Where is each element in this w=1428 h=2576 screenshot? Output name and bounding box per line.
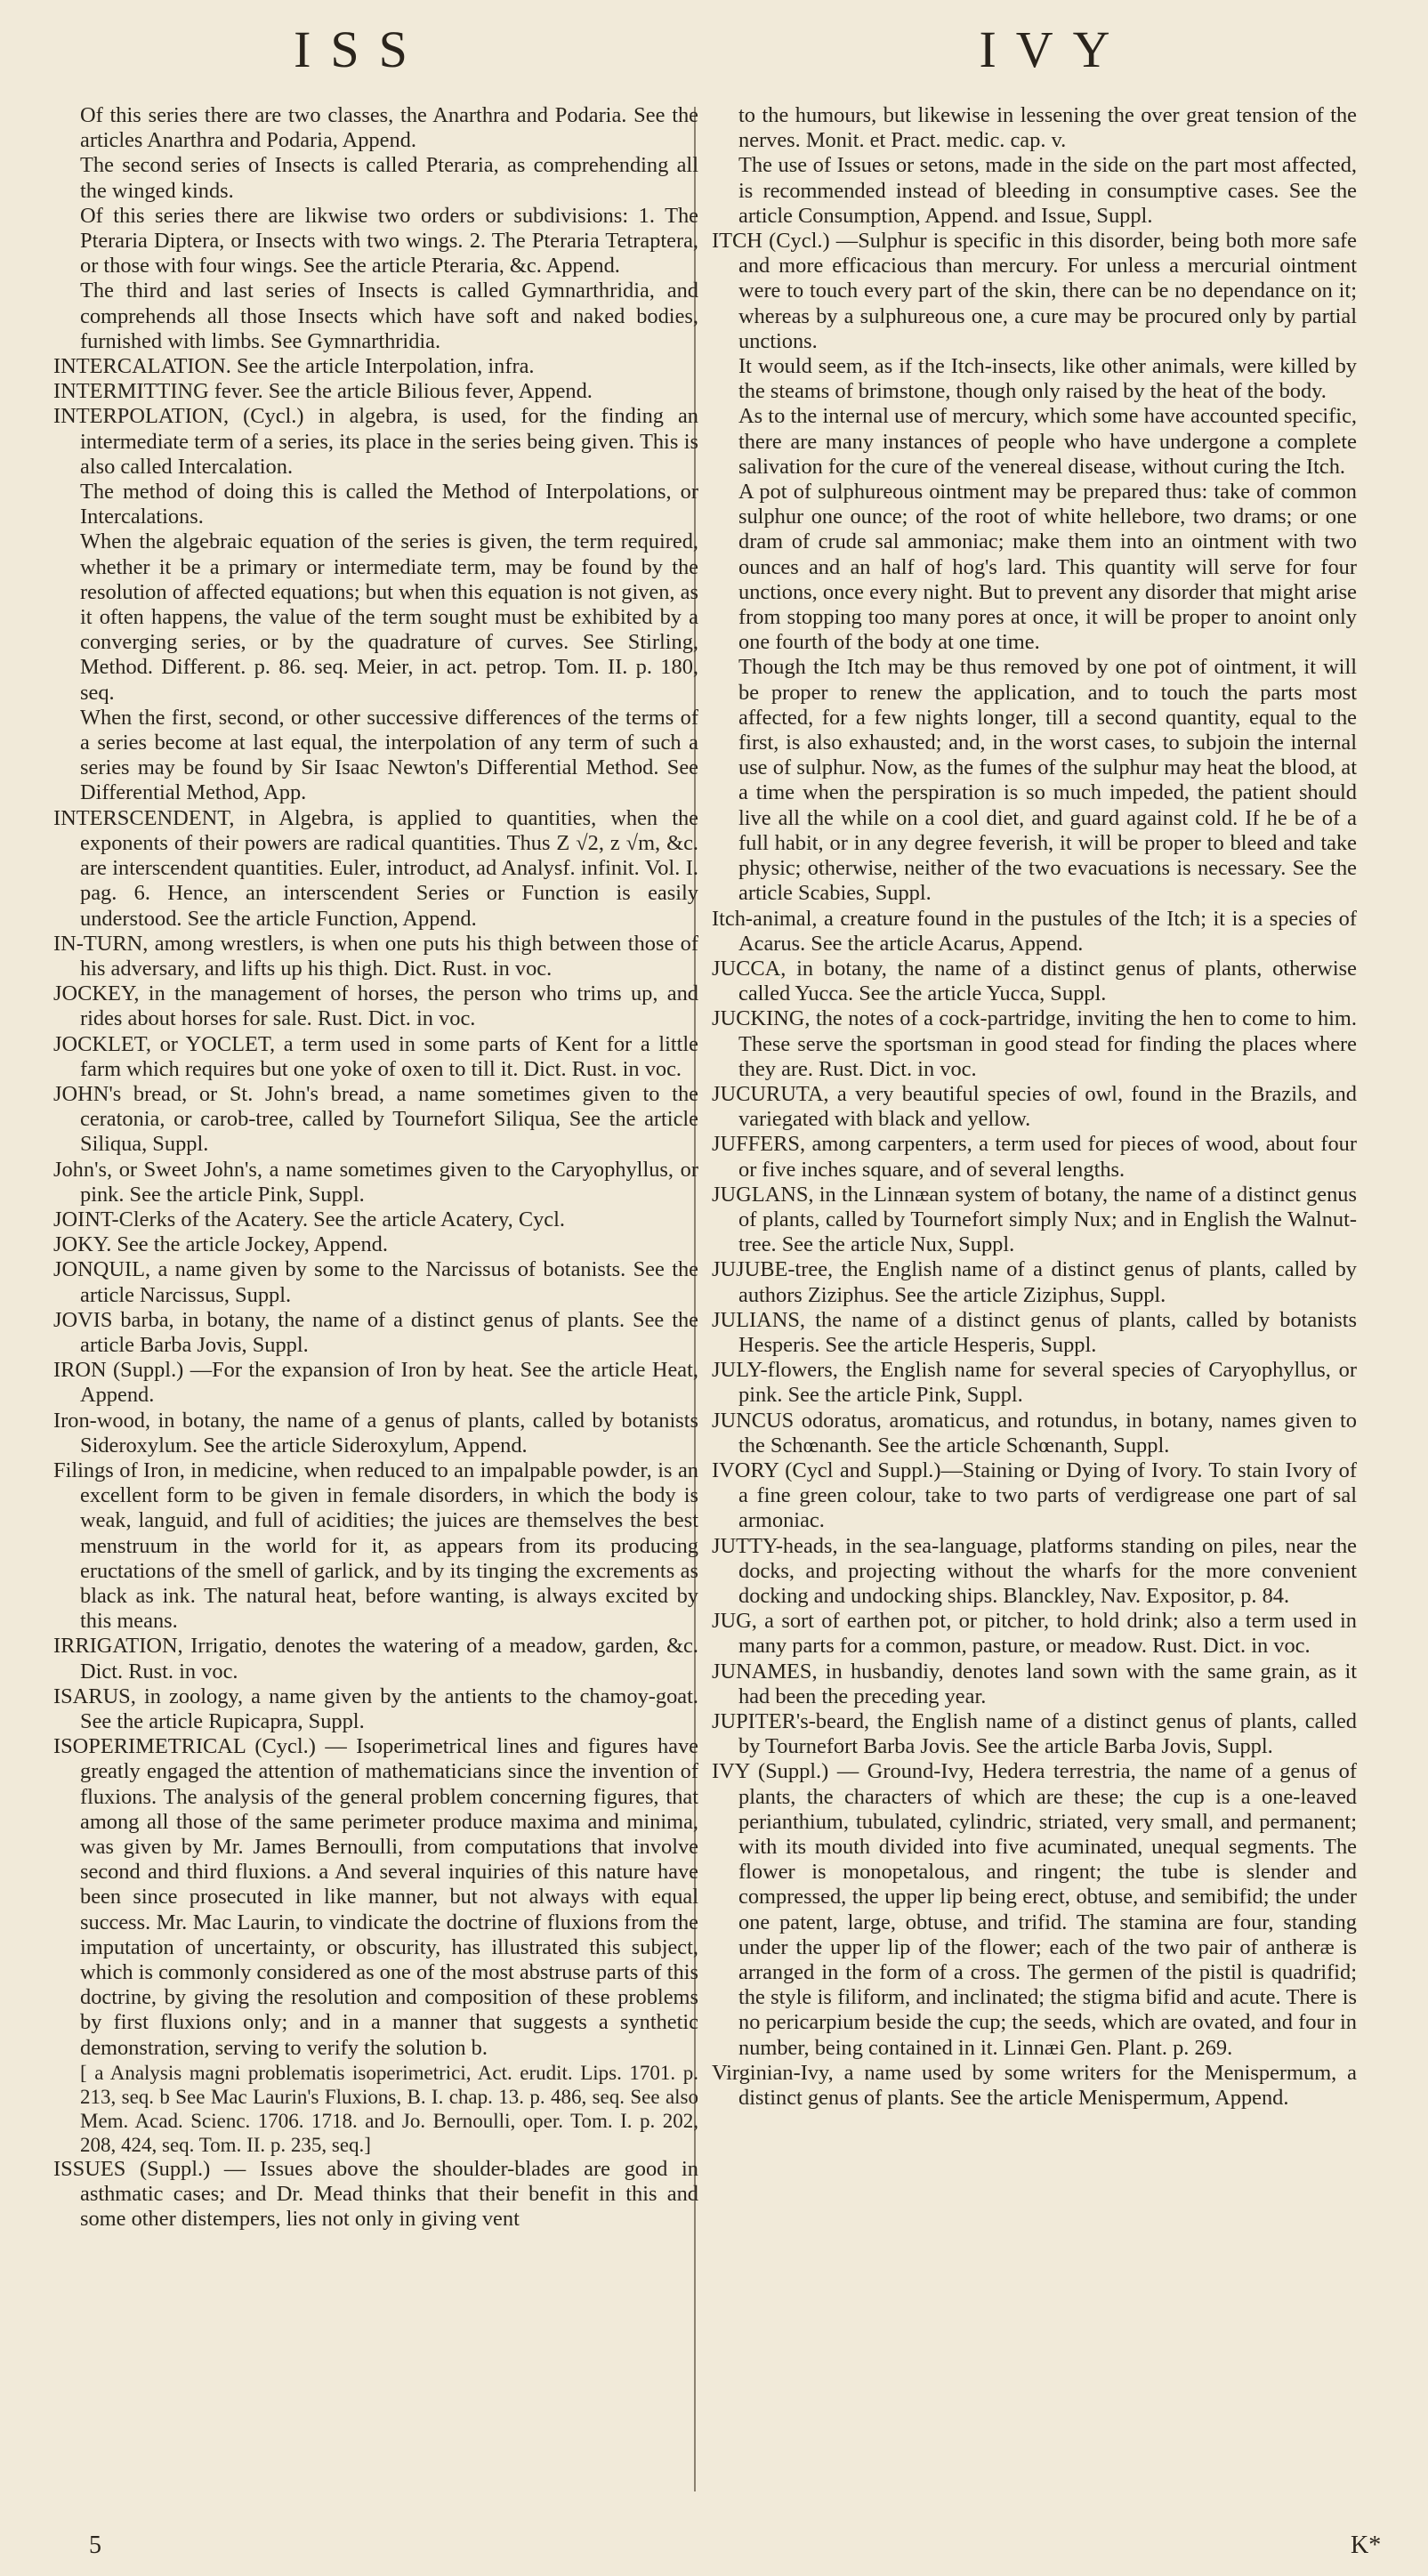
running-head-right: IVY	[979, 20, 1130, 78]
dictionary-entry: JUCURUTA, a very beautiful species of owl, found in the Brazils, and variegated with black and yellow.	[712, 1081, 1357, 1132]
dictionary-entry: ISARUS, in zoology, a name given by the antients to the chamoy-goat. See the article Rupicapra, Suppl.	[53, 1684, 698, 1733]
dictionary-entry: JUCCA, in botany, the name of a distinct genus of plants, otherwise called Yucca. See the article Yucca, Suppl.	[712, 956, 1357, 1006]
dictionary-entry: JOKY. See the article Jockey, Append.	[53, 1232, 388, 1257]
paragraph: Of this series there are two classes, the Anarthra and Podaria. See the articles Anarthra and Podaria, Append.	[80, 103, 698, 153]
dictionary-entry: INTERCALATION. See the article Interpolation, infra.	[53, 354, 535, 379]
dictionary-entry: JOCKLET, or YOCLET, a term used in some parts of Kent for a little farm which requires but one yoke of oxen to till it. Dict. Rust. in voc.	[53, 1031, 698, 1081]
dictionary-entry: JUTTY-heads, in the sea-language, platforms standing on piles, near the docks, and projecting without the wharfs for the more convenient docking and undocking ships. Blanckley, Nav. Expositor, p. 84.	[712, 1533, 1357, 1608]
dictionary-entry: ISSUES (Suppl.) — Issues above the shoulder-blades are good in asthmatic cases; and Dr. Mead thinks that their benefit in this and some other distempers, lies not only in giving vent	[53, 2156, 698, 2232]
dictionary-entry: Iron-wood, in botany, the name of a genus of plants, called by botanists Sideroxylum. See the article Sideroxylum, Append.	[53, 1408, 698, 1458]
paragraph: As to the internal use of mercury, which some have accounted specific, there are many instances of people who have undergone a complete salivation for the cure of the venereal disease, without curing the Itch.	[738, 404, 1357, 479]
right-column	[712, 103, 1357, 2111]
dictionary-entry: JOVIS barba, in botany, the name of a distinct genus of plants. See the article Barba Jovis, Suppl.	[53, 1307, 698, 1357]
paragraph: It would seem, as if the Itch-insects, like other animals, were killed by the steams of brimstone, though only raised by the heat of the body.	[738, 354, 1357, 404]
dictionary-entry: JUNAMES, in husbandiy, denotes land sown with the same grain, as it had been the preceding year.	[712, 1659, 1357, 1708]
footnote: [ a Analysis magni problematis isoperimetrici, Act. erudit. Lips. 1701. p. 213, seq. b See Mac Laurin's Fluxions, B. I. chap. 13. p. 486, seq. See also Mem. Acad. Scienc. 1706. 1718. and Jo. Bernoulli, oper. Tom. I. p. 202, 208, 424, seq. Tom. II. p. 235, seq.]	[80, 2061, 698, 2156]
dictionary-entry: ISOPERIMETRICAL (Cycl.) — Isoperimetrical lines and figures have greatly engaged the attention of mathematicians since the invention of fluxions. The analysis of the general problem concerning figures, that among all those of the same perimeter produce maxima and minima, was given by Mr. James Bernoulli, from computations that involve second and third fluxions. a And several inquiries of this nature have been since prosecuted in like manner, but not always with equal success. Mr. Mac Laurin, to vindicate the doctrine of fluxions from the imputation of uncertainty, or obscurity, has illustrated this subject, which is commonly considered as one of the most abstruse parts of this doctrine, by giving the resolution and composition of these problems by first fluxions only; and in a manner that suggests a synthetic demonstration, serving to verify the solution b.	[53, 1734, 699, 2060]
dictionary-entry: JUG, a sort of earthen pot, or pitcher, to hold drink; also a term used in many parts for a common, pasture, or meadow. Rust. Dict. in voc.	[712, 1609, 1357, 1659]
dictionary-entry: IN-TURN, among wrestlers, is when one puts his thigh between those of his adversary, and lifts up his thigh. Dict. Rust. in voc.	[53, 931, 698, 981]
dictionary-entry: JOHN's bread, or St. John's bread, a name sometimes given to the ceratonia, or carob-tree, called by Tournefort Siliqua, See the article Siliqua, Suppl.	[53, 1081, 698, 1157]
dictionary-entry: IRON (Suppl.) —For the expansion of Iron by heat. See the article Heat, Append.	[53, 1358, 698, 1408]
dictionary-entry: JONQUIL, a name given by some to the Narcissus of botanists. See the article Narcissus, Suppl.	[53, 1257, 698, 1307]
paragraph: Though the Itch may be thus removed by one pot of ointment, it will be proper to renew the application, and to touch the parts most affected, for a few nights longer, till a second quantity, equal to the first, is also exhausted; and, in the worst cases, to subjoin the internal use of sulphur. Now, as the fumes of the sulphur may heat the blood, at a time when the perspiration is so much impeded, the patient should live all the while on a cool diet, and guard against cold. If he be of a full habit, or in any degree feverish, it will be proper to bleed and take physic; otherwise, neither of the two evacuations is necessary. See the article Scabies, Suppl.	[738, 655, 1357, 906]
dictionary-entry: INTERMITTING fever. See the article Bilious fever, Append.	[53, 379, 593, 404]
paragraph: The use of Issues or setons, made in the side on the part most affected, is recommended instead of bleeding in consumptive cases. See the article Consumption, Append. and Issue, Suppl.	[738, 153, 1357, 228]
dictionary-entry: JUPITER's-beard, the English name of a distinct genus of plants, called by Tournefort Barba Jovis. See the article Barba Jovis, Suppl.	[712, 1709, 1357, 1759]
dictionary-entry: JUGLANS, in the Linnæan system of botany, the name of a distinct genus of plants, called by Tournefort simply Nux; and in English the Walnut-tree. See the article Nux, Suppl.	[712, 1182, 1357, 1257]
paragraph: The method of doing this is called the Method of Interpolations, or Intercalations.	[80, 480, 698, 529]
dictionary-entry: Itch-animal, a creature found in the pustules of the Itch; it is a species of Acarus. See the article Acarus, Append.	[712, 906, 1357, 956]
dictionary-entry: JOINT-Clerks of the Acatery. See the article Acatery, Cycl.	[53, 1207, 566, 1231]
paragraph: The second series of Insects is called Pteraria, as comprehending all the winged kinds.	[80, 153, 698, 203]
paragraph: to the humours, but likewise in lessening the over great tension of the nerves. Monit. et Pract. medic. cap. v.	[738, 103, 1357, 153]
dictionary-entry: JUJUBE-tree, the English name of a distinct genus of plants, called by authors Ziziphus. See the article Ziziphus, Suppl.	[712, 1257, 1357, 1307]
page-number: 5	[89, 2532, 101, 2559]
signature-mark: K*	[1351, 2532, 1382, 2559]
dictionary-entry: IVORY (Cycl and Suppl.)—Staining or Dying of Ivory. To stain Ivory of a fine green colour, take to two parts of verdigrease one part of sal armoniac.	[712, 1458, 1357, 1533]
dictionary-entry: JULY-flowers, the English name for several species of Caryophyllus, or pink. See the article Pink, Suppl.	[712, 1358, 1357, 1408]
dictionary-entry: JUNCUS odoratus, aromaticus, and rotundus, in botany, names given to the Schœnanth. See the article Schœnanth, Suppl.	[712, 1408, 1357, 1458]
dictionary-entry: JULIANS, the name of a distinct genus of plants, called by botanists Hesperis. See the article Hesperis, Suppl.	[712, 1307, 1357, 1357]
left-column	[53, 103, 698, 2232]
running-head-left: ISS	[294, 20, 427, 78]
paragraph: Of this series there are likwise two orders or subdivisions: 1. The Pteraria Diptera, or Insects with two wings. 2. The Pteraria Tetraptera, or those with four wings. See the article Pteraria, &c. Append.	[80, 203, 698, 279]
dictionary-entry: Virginian-Ivy, a name used by some writers for the Menispermum, a distinct genus of plants. See the article Menispermum, Append.	[712, 2060, 1357, 2111]
paragraph: When the algebraic equation of the series is given, the term required, whether it be a primary or intermediate term, may be found by the resolution of affected equations; but when this equation is not given, as it often happens, the value of the term sought must be exhibited by a converging series, or by the quadrature of curves. See Stirling, Method. Different. p. 86. seq. Meier, in act. petrop. Tom. II. p. 180, seq.	[80, 529, 698, 705]
paragraph: When the first, second, or other successive differences of the terms of a series become at last equal, the interpolation of any term of such a series may be found by Sir Isaac Newton's Differential Method. See Differential Method, App.	[80, 705, 698, 805]
paragraph: A pot of sulphureous ointment may be prepared thus: take of common sulphur one ounce; of the root of white hellebore, two drams; or one dram of crude sal ammoniac; make them into an ointment with two ounces and an half of hog's lard. This quantity will serve for four unctions, once every night. But to prevent any disorder that might arise from stopping too many pores at once, it will be proper to anoint only one fourth of the body at one time.	[738, 480, 1357, 655]
dictionary-entry: JUCKING, the notes of a cock-partridge, inviting the hen to come to him. These serve the sportsman in good stead for finding the places where they are. Rust. Dict. in voc.	[712, 1006, 1357, 1081]
dictionary-entry: JOCKEY, in the management of horses, the person who trims up, and rides about horses for sale. Rust. Dict. in voc.	[53, 981, 698, 1031]
dictionary-entry: John's, or Sweet John's, a name sometimes given to the Caryophyllus, or pink. See the article Pink, Suppl.	[53, 1157, 698, 1207]
dictionary-entry: INTERPOLATION, (Cycl.) in algebra, is used, for the finding an intermediate term of a series, its place in the series being given. This is also called Intercalation.	[53, 404, 698, 479]
dictionary-entry: JUFFERS, among carpenters, a term used for pieces of wood, about four or five inches square, and of several lengths.	[712, 1132, 1357, 1182]
dictionary-entry: INTERSCENDENT, in Algebra, is applied to quantities, when the exponents of their powers are radical quantities. Thus Z √2, z √m, &c. are interscendent quantities. Euler, introduct, ad Analysf. infinit. Vol. I. pag. 6. Hence, an interscendent Series or Function is easily understood. See the article Function, Append.	[53, 805, 698, 931]
dictionary-entry: IRRIGATION, Irrigatio, denotes the watering of a meadow, garden, &c. Dict. Rust. in voc.	[53, 1634, 698, 1684]
dictionary-entry: Filings of Iron, in medicine, when reduced to an impalpable powder, is an excellent form to be given in female disorders, in which the body is weak, languid, and full of acidities; the juices are themselves the best menstruum in the world for it, as appears from its producing eructations of the smell of garlick, and by its tinging the excrements as black as ink. The natural heat, before wanting, is always excited by this means.	[53, 1458, 698, 1634]
paragraph: The third and last series of Insects is called Gymnarthridia, and comprehends all those Insects which have soft and naked bodies, furnished with limbs. See Gymnarthridia.	[80, 279, 698, 353]
dictionary-entry: IVY (Suppl.) — Ground-Ivy, Hedera terrestria, the name of a genus of plants, the characters of which are these; the cup is a one-leaved perianthium, tubulated, cylindric, striated, very small, and permanent; with its mouth divided into five acuminated, unequal segments. The flower is monopetalous, and ringent; the tube is slender and compressed, the upper lip being erect, obtuse, and semibifid; the under one patent, large, obtuse, and trifid. The stamina are four, standing under the upper lip of the flower; each of the two pair of antheræ is arranged in the form of a cross. The germen of the pistil is quadrifid; the style is filiform, and inclinated; the stigma bifid and acute. There is no pericarpium beside the cup; the seeds, which are ovated, and four in number, being contained in it. Linnæi Gen. Plant. p. 269.	[712, 1759, 1357, 2060]
dictionary-entry: ITCH (Cycl.) —Sulphur is specific in this disorder, being both more safe and more efficacious than mercury. For unless a mercurial ointment were to touch every part of the skin, there can be no dependance on it; whereas by a sulphureous one, a cure may be procured only by partial unctions.	[712, 229, 1357, 353]
